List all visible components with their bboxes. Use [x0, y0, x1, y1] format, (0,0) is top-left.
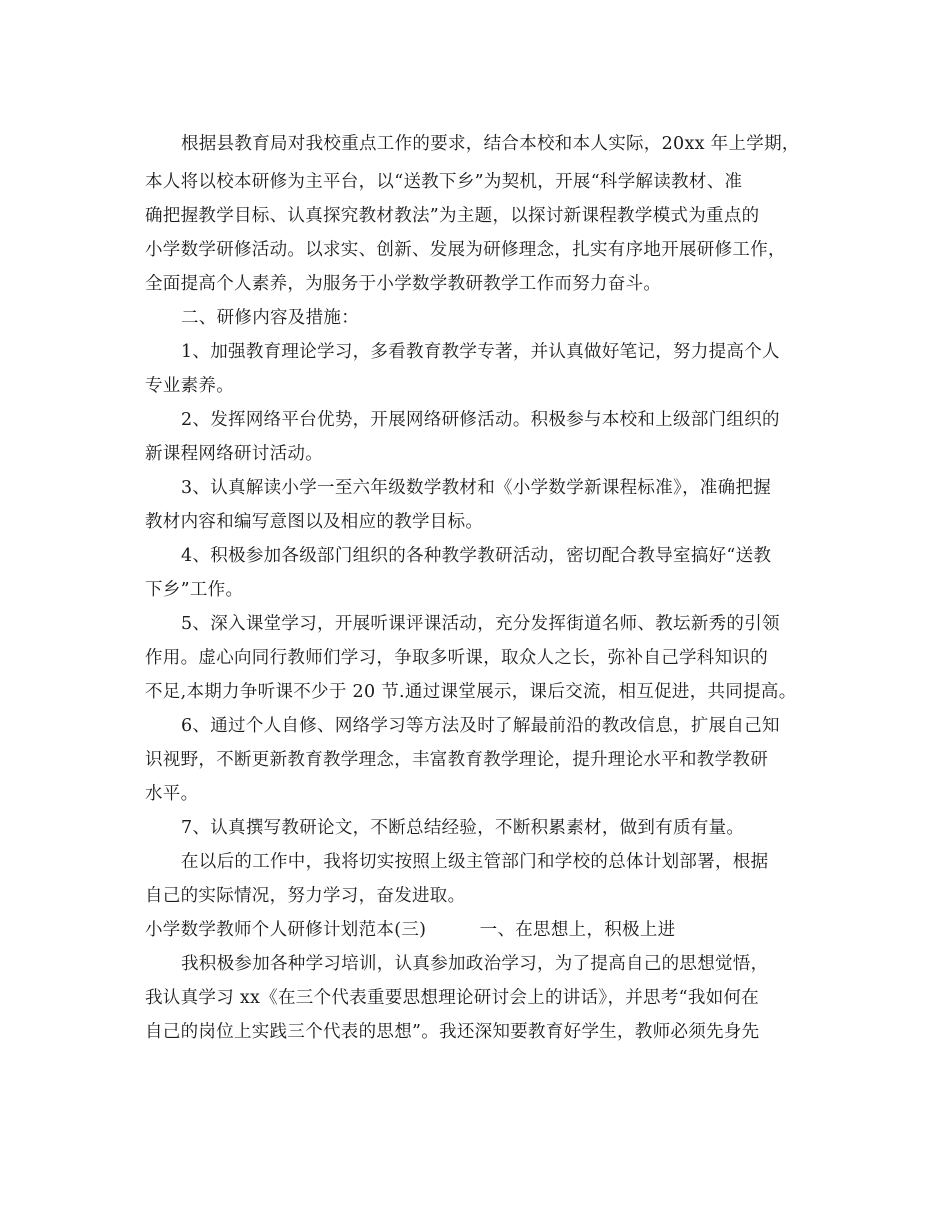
- thought-paragraph-line-1: 我积极参加各种学习培训，认真参加政治学习，为了提高自己的思想觉悟，: [181, 954, 769, 974]
- sample-title-line: 小学数学教师个人研修计划范本(三) 一、在思想上，积极上进: [145, 920, 676, 940]
- paragraph-intro-line-1: 根据县教育局对我校重点工作的要求，结合本校和本人实际，20xx 年上学期，: [181, 134, 800, 154]
- item-5-line-2: 作用。虚心向同行教师们学习，争取多听课，取众人之长，弥补自己学科知识的: [145, 648, 768, 668]
- item-3-line-2: 教材内容和编写意图以及相应的教学目标。: [145, 512, 484, 532]
- closing-paragraph-line-2: 自己的实际情况，努力学习，奋发进取。: [145, 886, 466, 906]
- item-4-line-1: 4、积极参加各级部门组织的各种教学教研活动，密切配合教导室搞好“送教: [181, 546, 772, 566]
- item-2-line-1: 2、发挥网络平台优势，开展网络研修活动。积极参与本校和上级部门组织的: [181, 410, 780, 430]
- item-6-line-1: 6、通过个人自修、网络学习等方法及时了解最前沿的教改信息，扩展自己知: [181, 716, 780, 736]
- item-6-line-2: 识视野，不断更新教育教学理念，丰富教育教学理论，提升理论水平和教学教研: [145, 750, 768, 770]
- thought-paragraph-line-2: 我认真学习 xx《在三个代表重要思想理论研讨会上的讲话》，并思考“我如何在: [145, 988, 760, 1008]
- item-2-line-2: 新课程网络研讨活动。: [145, 444, 323, 464]
- item-5-line-1: 5、深入课堂学习，开展听课评课活动，充分发挥街道名师、教坛新秀的引领: [181, 614, 780, 634]
- item-7-line-1: 7、认真撰写教研论文，不断总结经验，不断积累素材，做到有质有量。: [181, 818, 745, 838]
- item-6-line-3: 水平。: [145, 784, 199, 804]
- paragraph-intro-line-3: 确把握教学目标、认真探究教材教法”为主题，以探讨新课程教学模式为重点的: [145, 206, 760, 226]
- thought-paragraph-line-3: 自己的岗位上实践三个代表的思想”。我还深知要教育好学生，教师必须先身先: [145, 1022, 760, 1042]
- item-5-line-3: 不足,本期力争听课不少于 20 节.通过课堂展示，课后交流，相互促进，共同提高。: [145, 682, 797, 702]
- closing-paragraph-line-1: 在以后的工作中，我将切实按照上级主管部门和学校的总体计划部署，根据: [181, 852, 769, 872]
- paragraph-intro-line-5: 全面提高个人素养，为服务于小学数学教研教学工作而努力奋斗。: [145, 274, 662, 294]
- item-3-line-1: 3、认真解读小学一至六年级数学教材和《小学数学新课程标准》，准确把握: [181, 478, 772, 498]
- item-4-line-2: 下乡”工作。: [145, 580, 244, 600]
- section-heading: 二、研修内容及措施：: [181, 308, 359, 328]
- paragraph-intro-line-4: 小学数学研修活动。以求实、创新、发展为研修理念，扎实有序地开展研修工作，: [145, 240, 786, 260]
- item-1-line-2: 专业素养。: [145, 376, 234, 396]
- item-1-line-1: 1、加强教育理论学习，多看教育教学专著，并认真做好笔记，努力提高个人: [181, 342, 780, 362]
- paragraph-intro-line-2: 本人将以校本研修为主平台，以“送教下乡”为契机，开展“科学解读教材、准: [145, 172, 743, 192]
